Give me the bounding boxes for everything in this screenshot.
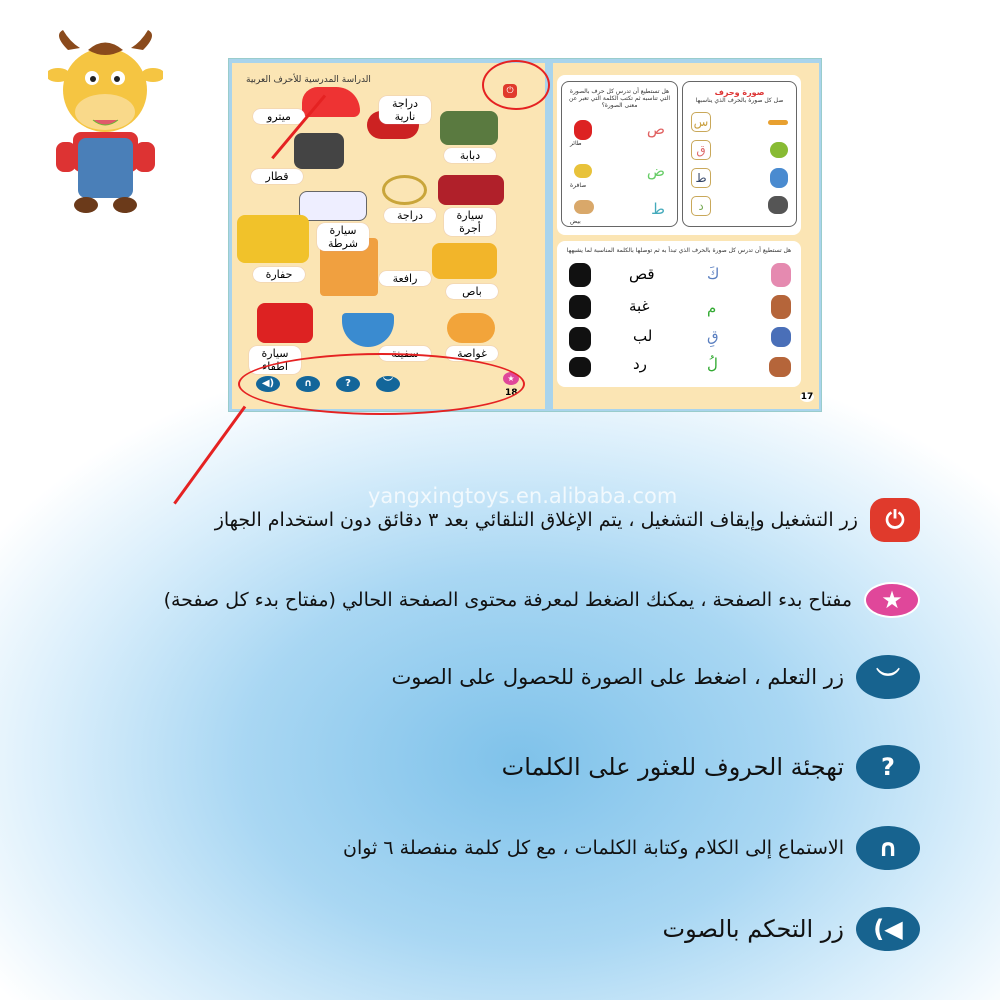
- knife-picture[interactable]: [768, 120, 788, 125]
- legend-text: زر التشغيل وإيقاف التشغيل ، يتم الإغلاق التلقائي بعد ٣ دقائق دون استخدام الجهاز: [214, 509, 858, 531]
- label-fire-truck[interactable]: سيارة اطفاء: [249, 346, 301, 374]
- label-tank[interactable]: دبابة: [444, 148, 496, 163]
- eggs-picture[interactable]: [574, 200, 594, 214]
- label-ship[interactable]: سفينة: [379, 346, 431, 361]
- legend-text: زر التعلم ، اضغط على الصورة للحصول على الصوت: [391, 665, 844, 689]
- exercise-title: صورة وحرف: [714, 88, 765, 97]
- letter: ض: [646, 162, 665, 180]
- right-page-number: 17: [800, 392, 814, 402]
- scooter-picture[interactable]: [770, 142, 788, 158]
- power-icon: ⏻: [870, 498, 920, 542]
- label-taxi[interactable]: سيارة أجرة: [444, 208, 496, 236]
- right-page: [553, 63, 819, 409]
- legend-text: مفتاح بدء الصفحة ، يمكنك الضغط لمعرفة محتوى الصفحة الحالي (مفتاح بدء كل صفحة): [163, 589, 852, 611]
- star-note-icon: ★: [864, 582, 920, 618]
- letter: ص: [646, 120, 665, 138]
- legend-row-learn: [391, 655, 920, 699]
- label-train[interactable]: قطار: [251, 169, 303, 184]
- police-car-picture[interactable]: [299, 191, 367, 221]
- girl-picture[interactable]: [771, 263, 791, 287]
- scissors-picture[interactable]: [771, 327, 791, 347]
- sailboat-picture[interactable]: [770, 168, 788, 188]
- train-picture[interactable]: [768, 196, 788, 214]
- label-metro[interactable]: ميترو: [253, 109, 305, 124]
- page-start-star-button[interactable]: ★: [503, 372, 519, 385]
- letter-box[interactable]: د: [691, 196, 711, 216]
- left-page-number: 18: [505, 388, 518, 398]
- letter-word-exercise: [561, 81, 678, 227]
- pointer-arrow-buttons: [173, 406, 246, 505]
- parrot-picture[interactable]: [574, 120, 592, 140]
- speaker-icon: ◀): [856, 907, 920, 951]
- word: رد: [633, 355, 647, 373]
- legend-text: زر التحكم بالصوت: [662, 915, 844, 943]
- left-page-title: الدراسة المدرسية للأحرف العربية: [246, 75, 371, 85]
- legend-row-power: [215, 498, 920, 542]
- train-picture[interactable]: [294, 133, 344, 169]
- watermark: yangxingtoys.en.alibaba.com: [368, 484, 678, 508]
- legend-row-volume: [663, 907, 921, 951]
- label-bus[interactable]: باص: [446, 284, 498, 299]
- word: صافرة: [570, 182, 587, 189]
- label-police-car[interactable]: سيارة شرطة: [317, 223, 369, 251]
- legend-row-listen: [343, 826, 920, 870]
- letter: لُ: [707, 355, 718, 373]
- top-panel: [557, 75, 801, 235]
- letter-box[interactable]: ق: [691, 140, 711, 160]
- scissors-silhouette[interactable]: [569, 357, 591, 377]
- highlight-ring-power: [482, 60, 550, 110]
- letter: م: [707, 299, 717, 317]
- label-bicycle[interactable]: دراجة: [384, 208, 436, 223]
- label-crane[interactable]: رافعة: [379, 271, 431, 286]
- question-icon: ?: [856, 745, 920, 789]
- exercise-instruction: هل تستطيع أن تدرس كل حرف بالصورة التي تناسبه ثم تكتب الكلمة التي تعبر عن معنى الصورة؟: [569, 88, 670, 109]
- exercise-instruction: هل تستطيع أن تدرس كل صورة بالحرف الذي تبدأ به ثم توصلها بالكلمة المناسبة لما يشبهها: [566, 247, 792, 254]
- highlight-ring-buttons: [238, 353, 525, 415]
- taxi-picture[interactable]: [438, 175, 504, 205]
- letter-box[interactable]: س: [691, 112, 711, 132]
- whistle-picture[interactable]: [574, 164, 592, 178]
- monkey-silhouette[interactable]: [569, 263, 591, 287]
- fire-truck-picture[interactable]: [257, 303, 313, 343]
- learn-book-button[interactable]: ︶: [376, 376, 400, 392]
- label-motorcycle[interactable]: دراجة نارية: [379, 96, 431, 124]
- book-icon: ︶: [856, 655, 920, 699]
- exercise-instruction: صل كل صورة بالحرف الذي يناسبها: [695, 97, 784, 104]
- submarine-picture[interactable]: [447, 313, 495, 343]
- word: بيض: [570, 218, 581, 225]
- letter: ط: [651, 200, 665, 218]
- bus-picture[interactable]: [432, 243, 497, 279]
- left-page: [232, 63, 545, 409]
- legend-row-page-start: [164, 582, 920, 618]
- girl-silhouette[interactable]: [569, 327, 591, 351]
- legend-text: تهجئة الحروف للعثور على الكلمات: [501, 753, 844, 781]
- headphones-icon: ∩: [856, 826, 920, 870]
- dog-silhouette[interactable]: [569, 295, 591, 319]
- dog-picture[interactable]: [769, 357, 791, 377]
- word: لب: [633, 327, 653, 345]
- monkey-picture[interactable]: [771, 295, 791, 319]
- legend-row-spell: [502, 745, 920, 789]
- headphones-button[interactable]: ∩: [296, 376, 320, 392]
- legend-text: الاستماع إلى الكلام وكتابة الكلمات ، مع كل كلمة منفصلة ٦ ثوان: [343, 837, 844, 859]
- cow-mascot-illustration: [48, 30, 163, 215]
- letter: قِ: [707, 327, 719, 345]
- excavator-picture[interactable]: [237, 215, 309, 263]
- bicycle-picture[interactable]: [382, 175, 427, 205]
- word: طائر: [570, 140, 582, 147]
- label-excavator[interactable]: حفارة: [253, 267, 305, 282]
- letter: كَ: [707, 265, 720, 283]
- volume-button[interactable]: ◀): [256, 376, 280, 392]
- label-submarine[interactable]: غواصة: [446, 346, 498, 361]
- question-button[interactable]: ?: [336, 376, 360, 392]
- picture-letter-exercise: [682, 81, 797, 227]
- bottom-panel: [557, 241, 801, 387]
- letter-box[interactable]: ط: [691, 168, 711, 188]
- power-button[interactable]: ⏻: [503, 84, 517, 98]
- word: غبة: [629, 297, 650, 315]
- ship-picture[interactable]: [342, 313, 394, 347]
- word: قص: [629, 265, 655, 283]
- tank-picture[interactable]: [440, 111, 498, 145]
- book-spread: [228, 58, 822, 412]
